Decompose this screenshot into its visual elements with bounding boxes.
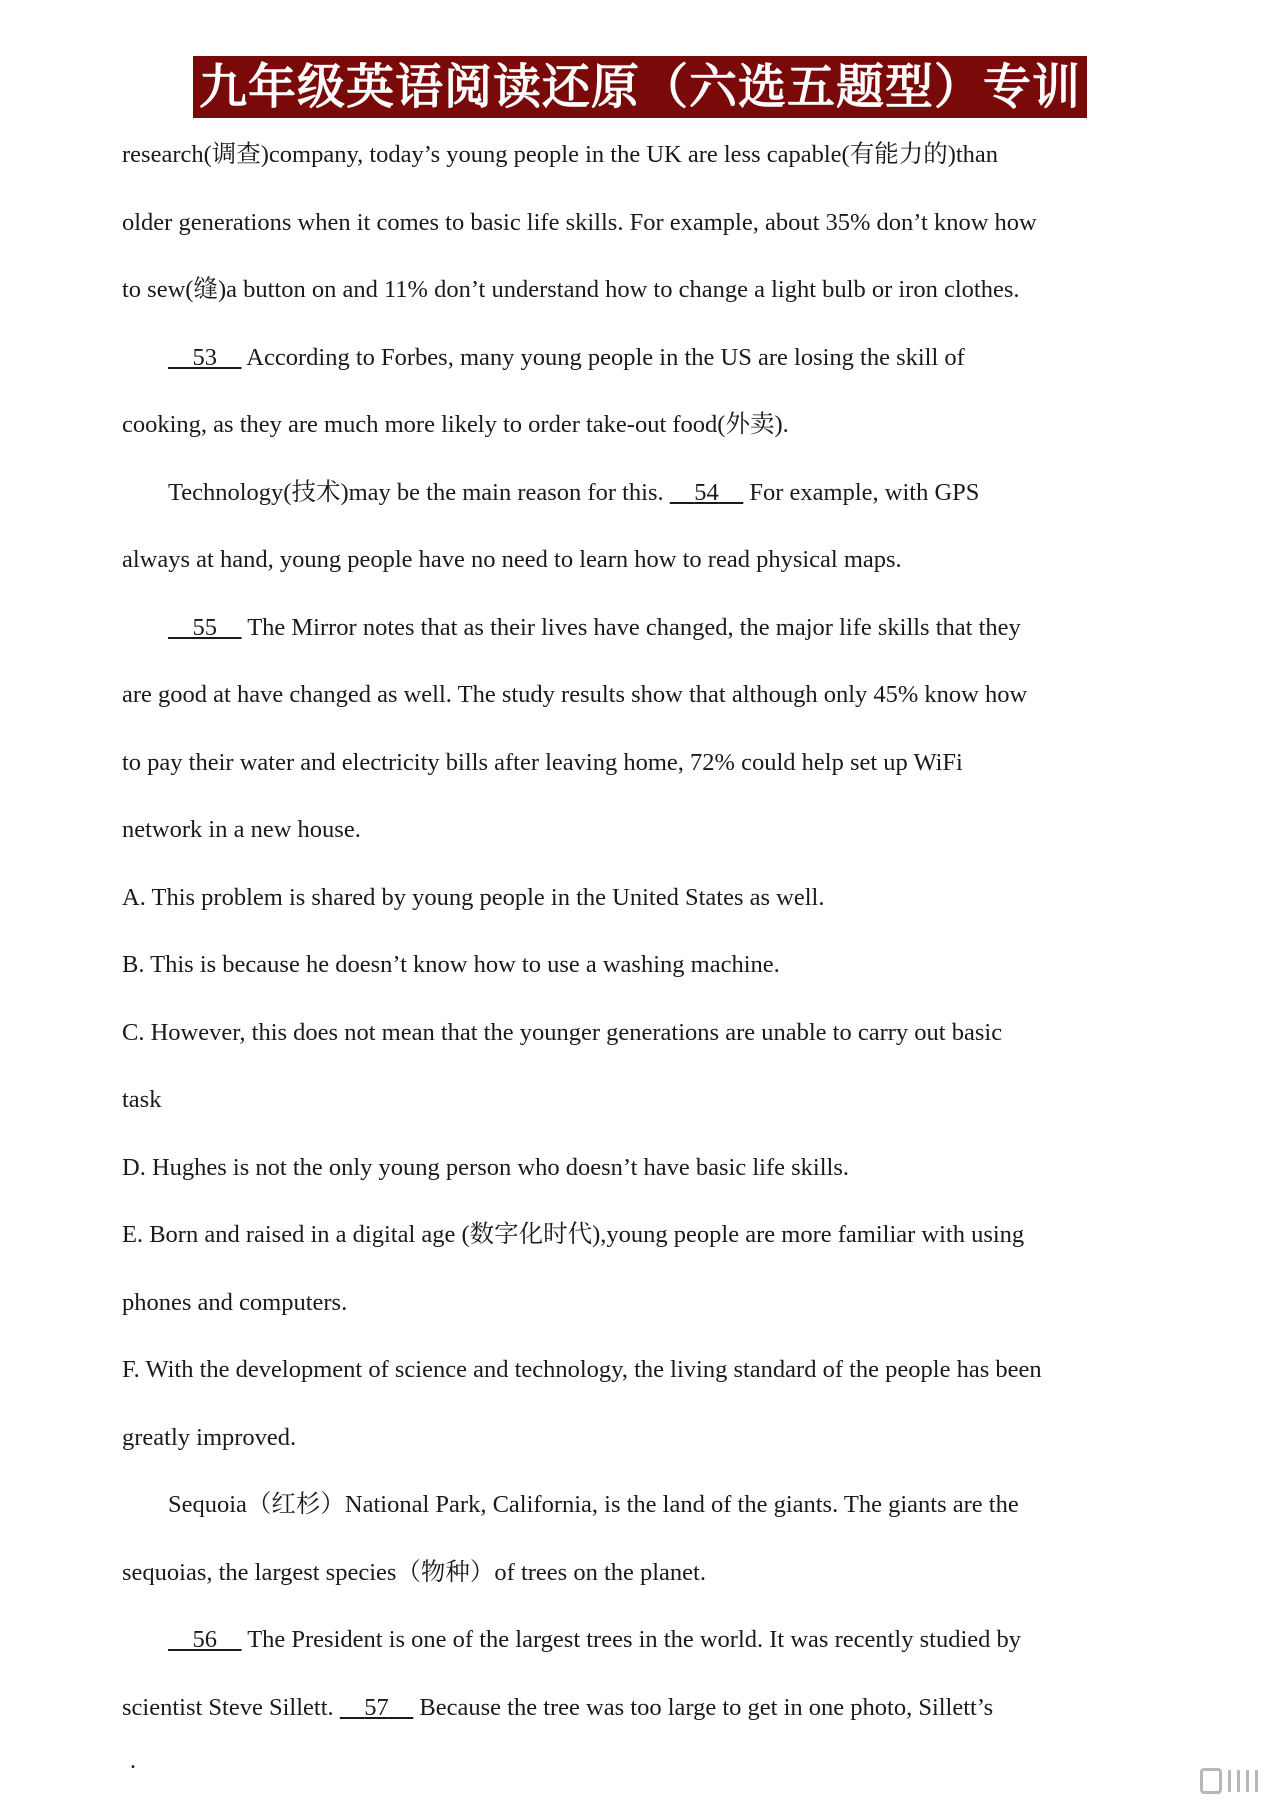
option-c-continued: task	[122, 1086, 162, 1113]
sentence: Technology(技术)may be the main reason for this.	[168, 478, 664, 506]
text-line: sequoias, the largest species（物种）of trees on the planet.	[122, 1558, 706, 1586]
option-c: C. However, this does not mean that the younger generations are unable to carry out basic	[122, 1018, 1003, 1046]
text-line	[122, 1611, 1182, 1679]
box-icon	[1200, 1768, 1222, 1794]
blank-54[interactable]: 54	[694, 478, 719, 506]
sentence: For example, with GPS	[749, 478, 980, 506]
text-line: cooking, as they are much more likely to order take-out food(外卖).	[122, 411, 789, 438]
text-line	[122, 599, 1182, 667]
text-line	[122, 329, 1182, 397]
text-line: Sequoia（红杉）National Park, California, is the land of the giants. The giants are the	[168, 1491, 1019, 1518]
page-title: 九年级英语阅读还原（六选五题型）专训	[193, 56, 1087, 118]
blank-55[interactable]: 55	[192, 613, 217, 641]
bar-icon	[1237, 1770, 1240, 1792]
text-line: network in a new house.	[122, 816, 361, 843]
sentence: The President is one of the largest trees in the world. It was recently studied by	[247, 1626, 1022, 1653]
option-e-continued: phones and computers.	[122, 1288, 348, 1316]
option-d: D. Hughes is not the only young person who doesn’t have basic life skills.	[122, 1153, 849, 1181]
blank-53[interactable]: 53	[192, 343, 217, 371]
text-line	[122, 464, 1182, 532]
bar-icon	[1228, 1770, 1231, 1792]
blank-56[interactable]: 56	[192, 1626, 217, 1653]
watermark-mark	[1200, 1768, 1258, 1794]
blank-57[interactable]: 57	[364, 1693, 389, 1721]
stray-dot: .	[130, 1748, 136, 1774]
text-line	[122, 1679, 1182, 1747]
text-line: always at hand, young people have no need to learn how to read physical maps.	[122, 546, 902, 573]
option-a: A. This problem is shared by young people in the United States as well.	[122, 883, 825, 911]
bar-icon	[1255, 1770, 1258, 1792]
sentence: Because the tree was too large to get in one photo, Sillett’s	[419, 1693, 994, 1721]
text-line: research(调查)company, today’s young people in the UK are less capable(有能力的)than	[122, 141, 999, 168]
sentence: According to Forbes, many young people in the US are losing the skill of	[246, 343, 965, 371]
option-f-continued: greatly improved.	[122, 1423, 297, 1451]
title-banner	[0, 56, 1280, 118]
text-line: to sew(缝)a button on and 11% don’t understand how to change a light bulb or iron clothes.	[122, 276, 1020, 303]
text-line: are good at have changed as well. The study results show that although only 45% know how	[122, 681, 1028, 708]
text-line: to pay their water and electricity bills after leaving home, 72% could help set up WiFi	[122, 748, 963, 776]
bar-icon	[1246, 1770, 1249, 1792]
option-e: E. Born and raised in a digital age (数字化时代),young people are more familiar with using	[122, 1221, 1025, 1248]
text-line: older generations when it comes to basic life skills. For example, about 35% don’t know how	[122, 208, 1037, 236]
document-body	[122, 126, 1182, 1746]
sentence: scientist Steve Sillett.	[122, 1693, 334, 1721]
option-b: B. This is because he doesn’t know how to use a washing machine.	[122, 951, 780, 978]
sentence: The Mirror notes that as their lives have changed, the major life skills that they	[247, 613, 1021, 641]
option-f: F. With the development of science and technology, the living standard of the people has been	[122, 1356, 1042, 1383]
